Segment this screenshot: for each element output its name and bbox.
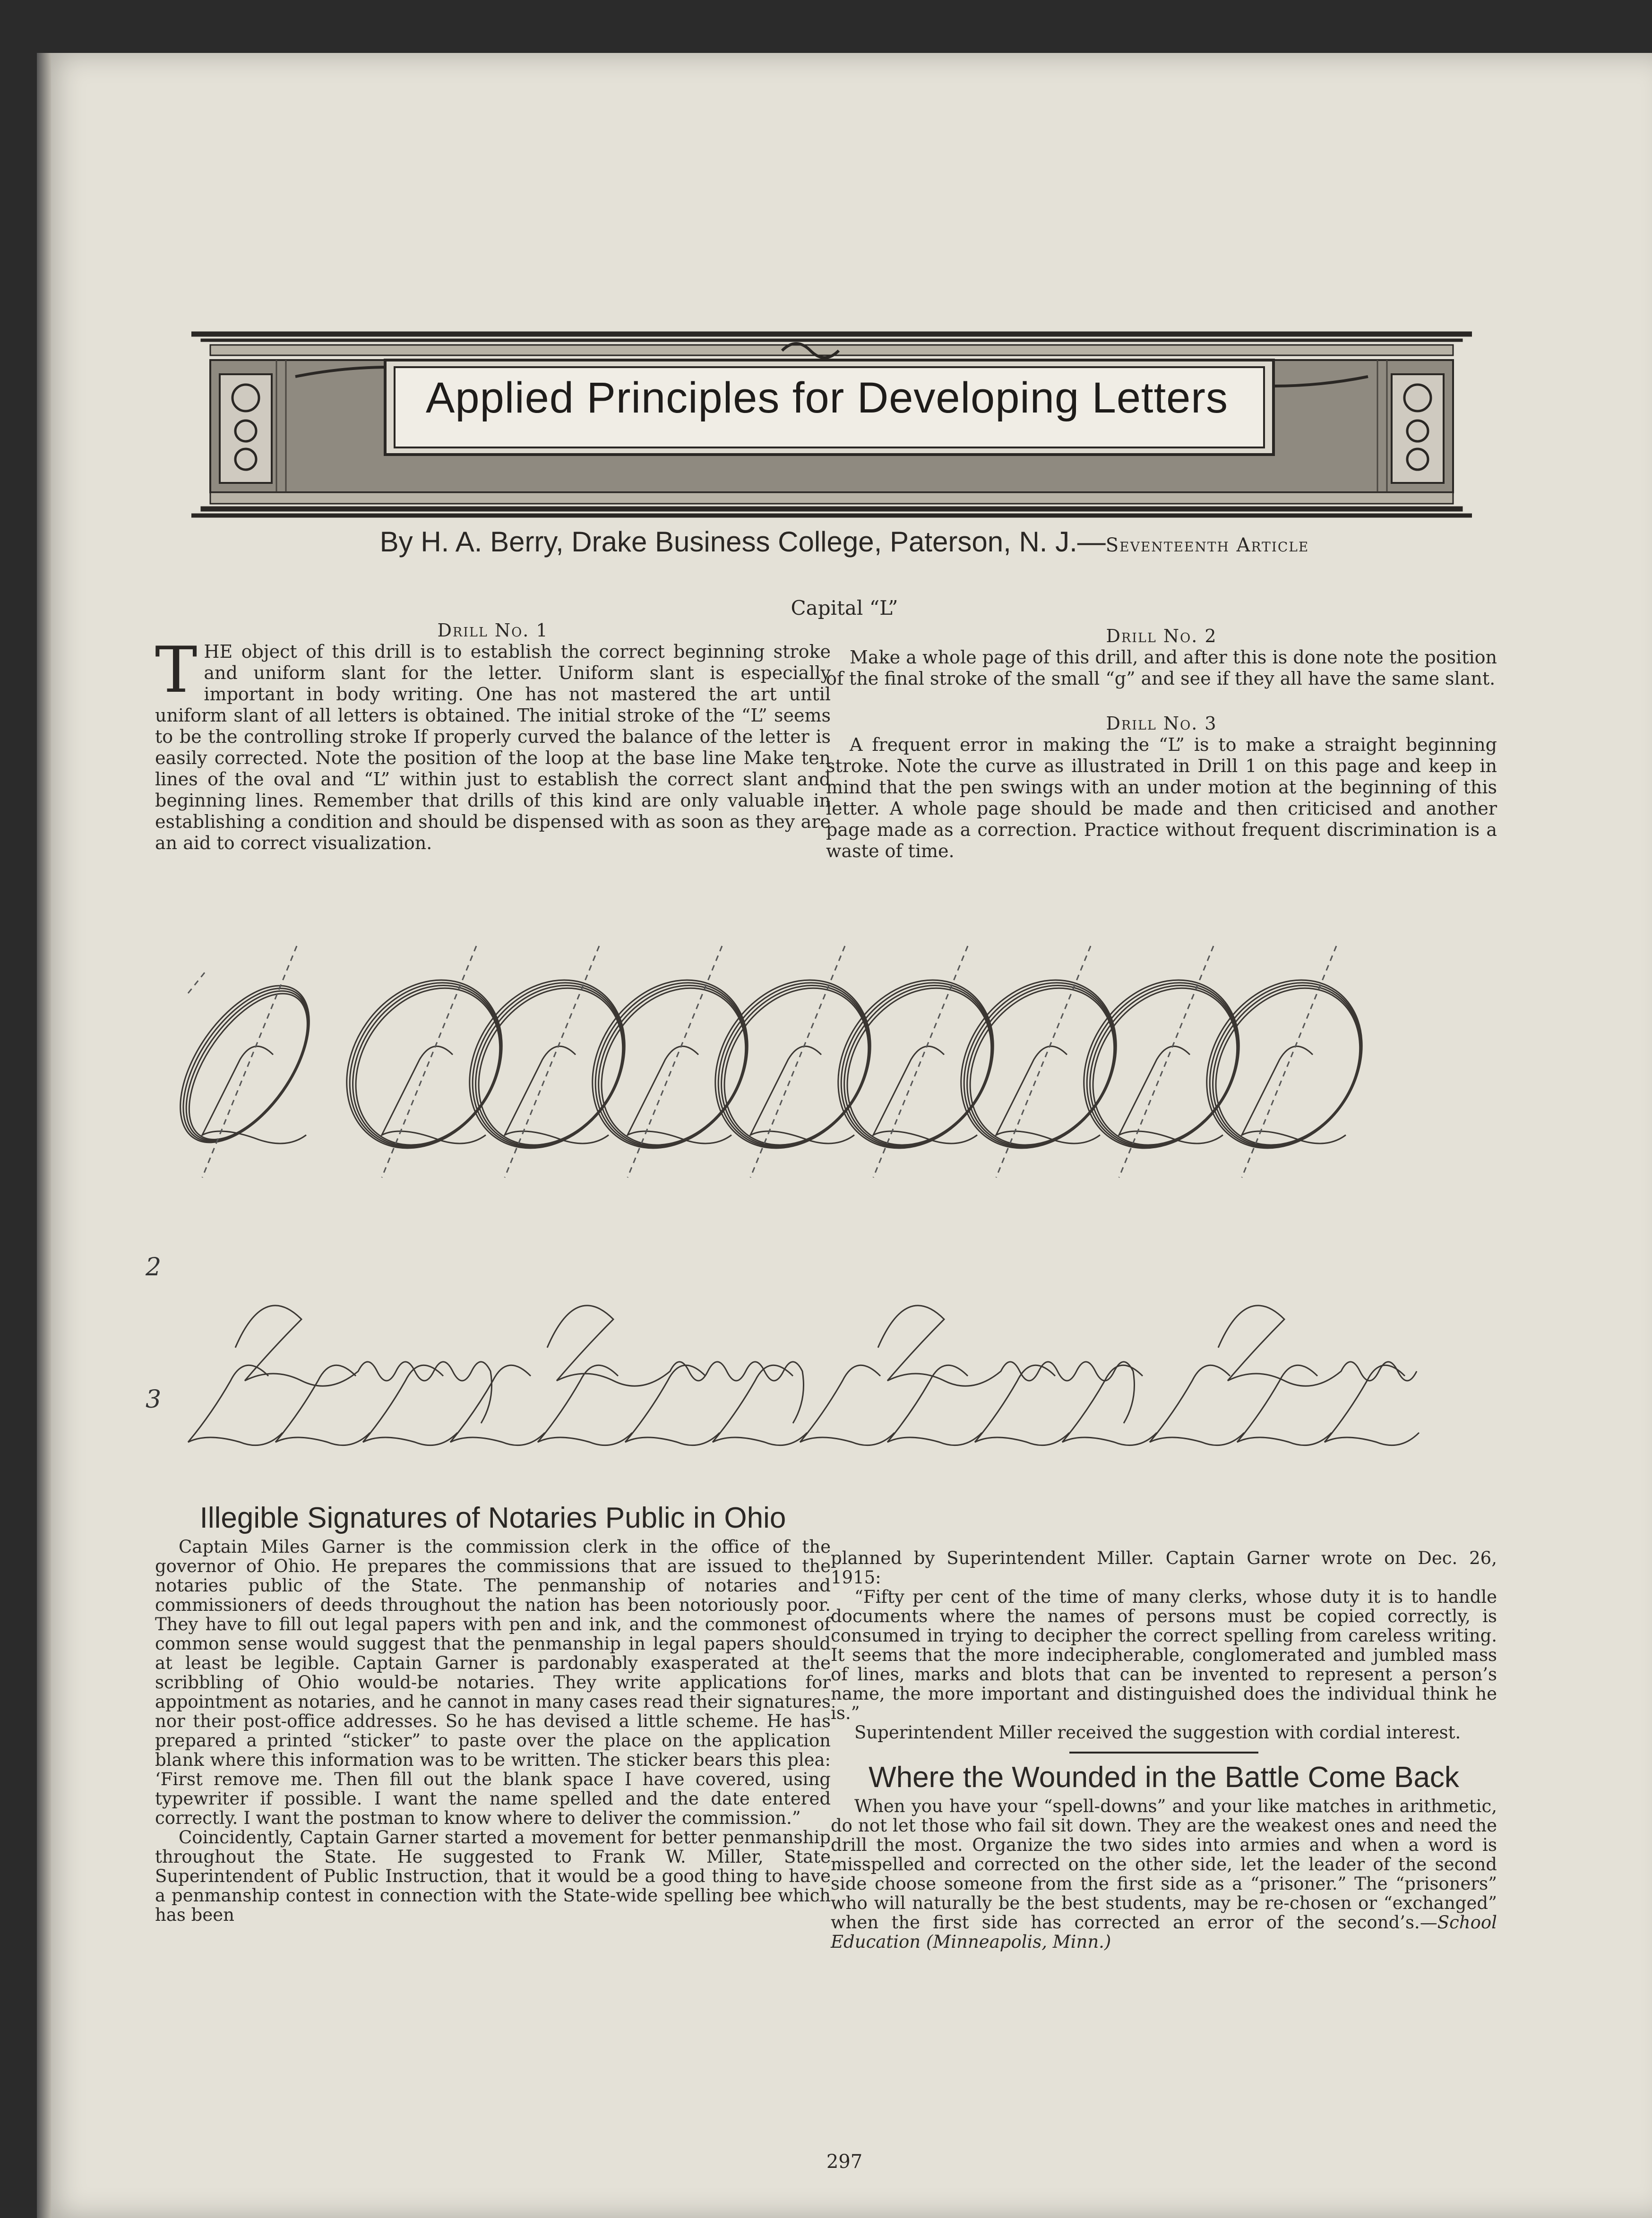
- wounded-paragraph: [831, 1797, 1497, 1951]
- script-word-lanning: [235, 1306, 492, 1423]
- article-title: Applied Principles for Developing Letters: [426, 373, 1228, 422]
- drop-cap: T: [155, 633, 198, 707]
- wounded-source: School Education (Minneapolis, Minn.): [831, 1912, 1497, 1952]
- drill-mark-2: 2: [146, 1253, 162, 1281]
- script-capital-l: [363, 1365, 457, 1445]
- header-banner: [191, 270, 1472, 552]
- script-word-lanning: [547, 1306, 804, 1423]
- notaries-p5: Superintendent Miller received the suggestion with cordial interest.: [854, 1722, 1461, 1743]
- handwriting-specimen: [146, 941, 1483, 1489]
- notaries-heading: Illegible Signatures of Notaries Public in Ohio: [199, 1502, 786, 1534]
- notaries-p2: Coincidently, Captain Garner started a movement for better penmanship throughout the State. He suggested to Frank W. Miller, State Superintendent of Public Instruction, that it would be a good thing to have a penmanship contest in connection with the State-wide spelling bee which has been: [155, 1827, 831, 1925]
- drill2-heading: Drill No. 2: [1106, 626, 1217, 646]
- script-capital-l: [713, 1365, 807, 1445]
- notaries-p1: Captain Miles Garner is the commission clerk in the office of the governor of Ohio. He prepares the commissions that are issued to the notaries public of the State. The penmanship of notaries and commissioners of deeds throughout the nation has been notoriously poor. They have to fill out legal papers with pen and ink, and the commonest of common sense would suggest that the penmanship in legal papers should at least be legible. Captain Garner is pardonably exasperated at the scribbling of Ohio would-be notaries. They write applications for appointment as notaries, and he cannot in many cases read their signatures nor their post-office addresses. So he has devised a little scheme. He has prepared a printed “sticker” to paste over the place on the application blank where this information was to be written. The sticker bears this plea: ‘First remove me. Then fill out the blank space I have covered, using typewriter if possible. I want the name spelled and the date entered correctly. I want the postman to know where to deliver the commission.”: [155, 1537, 831, 1828]
- script-capital-l: [1062, 1365, 1157, 1445]
- drill1-heading: Drill No. 1: [437, 620, 549, 641]
- drill1-text: HE object of this drill is to establish the correct beginning stroke and uniform slant for the letter. Uniform slant is especially important in body writing. One has not mastered the art until uniform slant of all letters is obtained. The initial stroke of the “L” seems to be the controlling stroke If properly curved the balance of the letter is easily corrected. Note the position of the loop at the base line Make ten lines of the oval and “L” within just to establish the correct slant and beginning lines. Remember that drills of this kind are only valuable in establishing a condition and should be dispensed with as soon as they are an aid to correct visualization.: [155, 641, 831, 853]
- capital-l-stroke: [202, 1046, 306, 1143]
- drill2-text: Make a whole page of this drill, and after this is done note the position of the final stroke of the small “g” and see if they all have the same slant.: [826, 647, 1497, 689]
- wounded-heading: Where the Wounded in the Battle Come Back: [869, 1761, 1459, 1794]
- notaries-p3: planned by Superintendent Miller. Captain Garner wrote on Dec. 26, 1915:: [831, 1548, 1497, 1588]
- script-capital-l: [188, 1365, 283, 1445]
- drill23-column: [826, 626, 1497, 862]
- notaries-column: [155, 1502, 831, 1925]
- drill1-paragraph: [155, 633, 831, 854]
- script-capital-l: [450, 1365, 545, 1445]
- oval-drill-stroke: [179, 971, 332, 1161]
- right-column: [831, 1548, 1497, 1951]
- script-capital-l: [625, 1365, 720, 1445]
- byline-author: By H. A. Berry, Drake Business College, Paterson, N. J.—: [379, 526, 1106, 558]
- script-word-lanning: [878, 1306, 1135, 1423]
- oval-drill-stroke: [179, 974, 331, 1160]
- drill1-column: [155, 620, 831, 854]
- specimen-drawing: [179, 941, 1483, 1489]
- script-capital-l: [975, 1365, 1069, 1445]
- page-number: 297: [826, 2151, 863, 2173]
- byline: [37, 525, 1652, 558]
- caption-capital-l: Capital “L”: [791, 596, 898, 619]
- script-capital-l: [800, 1365, 895, 1445]
- drill3-heading: Drill No. 3: [1106, 713, 1217, 734]
- section-rule: [1069, 1752, 1258, 1754]
- script-capital-l: [538, 1365, 632, 1445]
- slant-guide-line: [188, 970, 207, 993]
- script-word-lanning: [1218, 1306, 1417, 1386]
- drill3-text: A frequent error in making the “L” is to make a straight beginning stroke. Note the curve as illustrated in Drill 1 on this page and keep in mind that the pen swings with an under motion at the beginning of this letter. A whole page should be made and then criticised and another page made as a correction. Practice without frequent discrimination is a waste of time.: [826, 734, 1497, 861]
- script-capital-l: [1325, 1365, 1419, 1445]
- byline-article: Seventeenth Article: [1105, 534, 1309, 556]
- capital-l-stroke: [1242, 1046, 1346, 1143]
- magazine-page: [37, 53, 1652, 2218]
- drill-mark-3: 3: [146, 1385, 162, 1414]
- page-gutter: [37, 53, 51, 2218]
- script-capital-l: [275, 1365, 370, 1445]
- notaries-p4: “Fifty per cent of the time of many clerks, whose duty it is to handle documents where the names of persons must be copied correctly, is consumed in trying to decipher the correct spelling from careless writing. It seems that the more indecipherable, conglomerated and jumbled mass of lines, marks and blots that can be invented to represent a person’s name, the more important and distinguished does the individual think he is.”: [831, 1587, 1497, 1723]
- script-capital-l: [1237, 1365, 1332, 1445]
- wounded-text: When you have your “spell-downs” and your like matches in arithmetic, do not let those who fail sit down. They are the weakest ones and need the drill the most. Organize the two sides into armies and when a word is misspelled and corrected on the other side, let the leader of the second side choose someone from the first side as a “prisoner.” The “prisoners” who will naturally be the best students, may be re-chosen or “exchanged” when the first side has corrected an error of the second’s.—: [831, 1796, 1497, 1933]
